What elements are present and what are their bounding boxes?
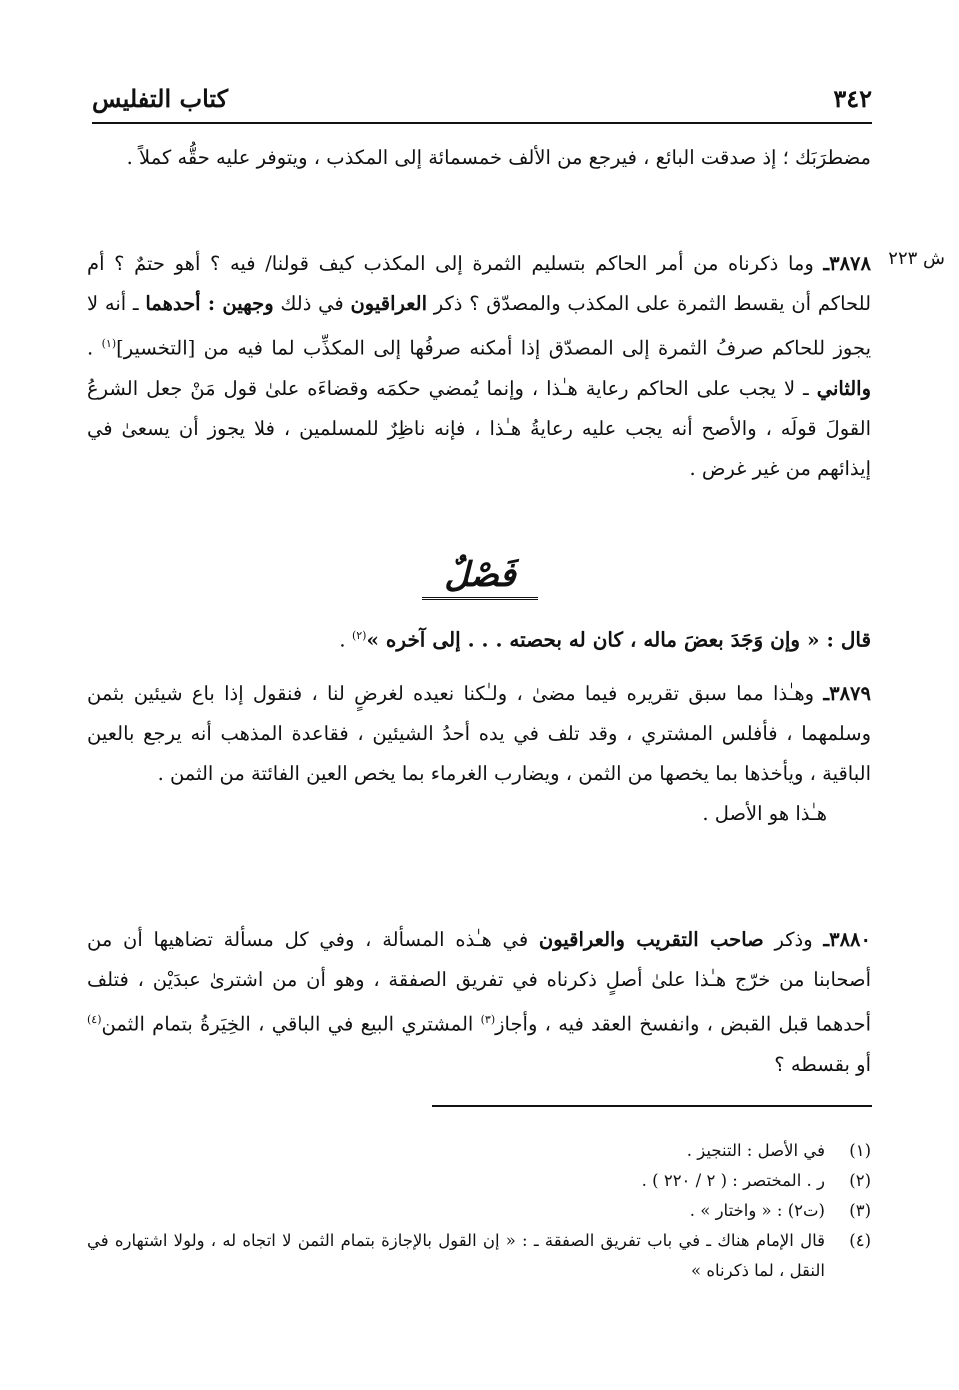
footnote-ref: (٤) [87,1013,102,1026]
paragraph-text: وذكر [763,928,824,951]
paragraph-text: في ذلك [273,292,351,315]
manuscript-reference: ش ٢٢٣ [888,248,945,269]
section-heading: فَصْلٌ [422,555,538,600]
footnotes [87,1136,871,1286]
paragraph-text: ـ لا يجب على الحاكم رعاية هـٰذا ، وإنما يُمضي حكمَه وقضاءَه علىٰ قول مَنْ جعل الشرعُ القولَ قولَه ، والأصح أنه يجب عليه رعايةُ هـٰذا ، فإنه ناظِرٌ للمسلمين ، فلا يجوز أن يسعىٰ في إيذائهم من غير غرض . [87,376,871,480]
footnote [87,1136,871,1166]
section-heading-ornament [380,548,580,606]
footnote-text: (ت٢) : « واختار » . [689,1201,825,1220]
footnote-mark: (٢) [849,1171,871,1190]
bold-term: وجهين : أحدهما [145,292,274,315]
paragraph-text: مضطرَبَك ؛ إذ صدقت البائع ، فيرجع من الألف خمسمائة إلى المكذب ، ويتوفر عليه حقُّه كملاً . [126,146,871,169]
footnote-text: في الأصل : التنجيز . [686,1141,825,1160]
paragraph-text: ـ أنه لا يجوز للحاكم صرفُ الثمرة إلى المصدّق إذا أمكنه صرفُها إلى المكذِّب لما فيه من [التخسير] [87,292,872,360]
quote-text: قال : « وإن وَجَدَ بعضَ ماله ، كان له بحصته . . . إلى آخره » [366,627,871,652]
paragraph-3879 [87,674,871,834]
paragraph-3880 [87,920,871,1085]
paragraph-text: أو بقسطه ؟ [774,1052,871,1076]
footnote-ref: (٢) [351,629,367,642]
bold-term: صاحب التقريب والعراقيون [538,928,764,951]
paragraph-number: ٣٨٧٨ـ [823,252,871,275]
page-number: ٣٤٢ [833,84,872,113]
paragraph-text: وهـٰذا مما سبق تقريره فيما مضىٰ ، ولـٰكنا نعيده لغرضٍ لنا ، فنقول إذا باع شيئين بثمن وسلمهما ، فأفلس المشتري ، وقد تلف في يده أحدُ الشيئين ، فقاعدة المذهب أنه يرجع بالعين الباقية ، ويأخذها بما يخصها من الثمن ، ويضارب الغرماء بما يخص العين الفائتة من الثمن . [87,682,871,785]
footnote-divider [432,1105,872,1107]
footnote-ref: (١) [101,337,117,350]
bold-term: العراقيون [350,292,428,315]
bold-term: والثاني [816,376,871,400]
paragraph-text: وما ذكرناه من أمر الحاكم بتسليم الثمرة إلى المكذب كيف قولنا/ فيه ؟ أهو حتمٌ ؟ أم للحاكم أن يقسط الثمرة على المكذب والمصدّق ؟ ذكر [87,252,872,315]
paragraph-number: ٣٨٨٠ـ [823,928,872,951]
paragraph-continued [87,138,871,178]
footnote-mark: (١) [849,1141,871,1160]
quoted-statement [87,616,871,660]
paragraph-text: المشتري البيع في الباقي ، الخِيَرةُ بتمام الثمن [101,1012,481,1036]
paragraph-line: هـٰذا هو الأصل . [702,802,827,825]
quote-end: . [339,627,352,652]
footnote [87,1166,871,1196]
footnote-mark: (٣) [849,1201,871,1220]
paragraph-3878 [87,244,871,489]
paragraph-text: . [87,336,102,360]
chapter-title: كتاب التفليس [92,84,229,113]
paragraph-text: في هـٰذه المسألة ، وفي كل مسألة تضاهيها أن من أصحابنا من خرّج هـٰذا علىٰ أصلٍ ذكرناه في تفريق الصفقة ، وهو أن من اشترىٰ عبدَيْن ، فتلف أحدهما قبل القبض ، وانفسخ العقد فيه ، وأجاز [87,928,871,1036]
footnote [87,1196,871,1226]
footnote [87,1226,871,1286]
footnote-text: قال الإمام هناك ـ في باب تفريق الصفقة ـ : « إن القول بالإجازة بتمام الثمن لا اتجاه له ، ولولا اشتهاره في النقل ، لما ذكرناه » [87,1231,825,1280]
footnote-text: ر . المختصر : ( ٢ / ٢٢٠ ) . [641,1171,825,1190]
running-header [92,82,872,124]
footnote-ref: (٣) [480,1013,496,1026]
footnote-mark: (٤) [849,1231,871,1250]
paragraph-number: ٣٨٧٩ـ [823,682,871,705]
